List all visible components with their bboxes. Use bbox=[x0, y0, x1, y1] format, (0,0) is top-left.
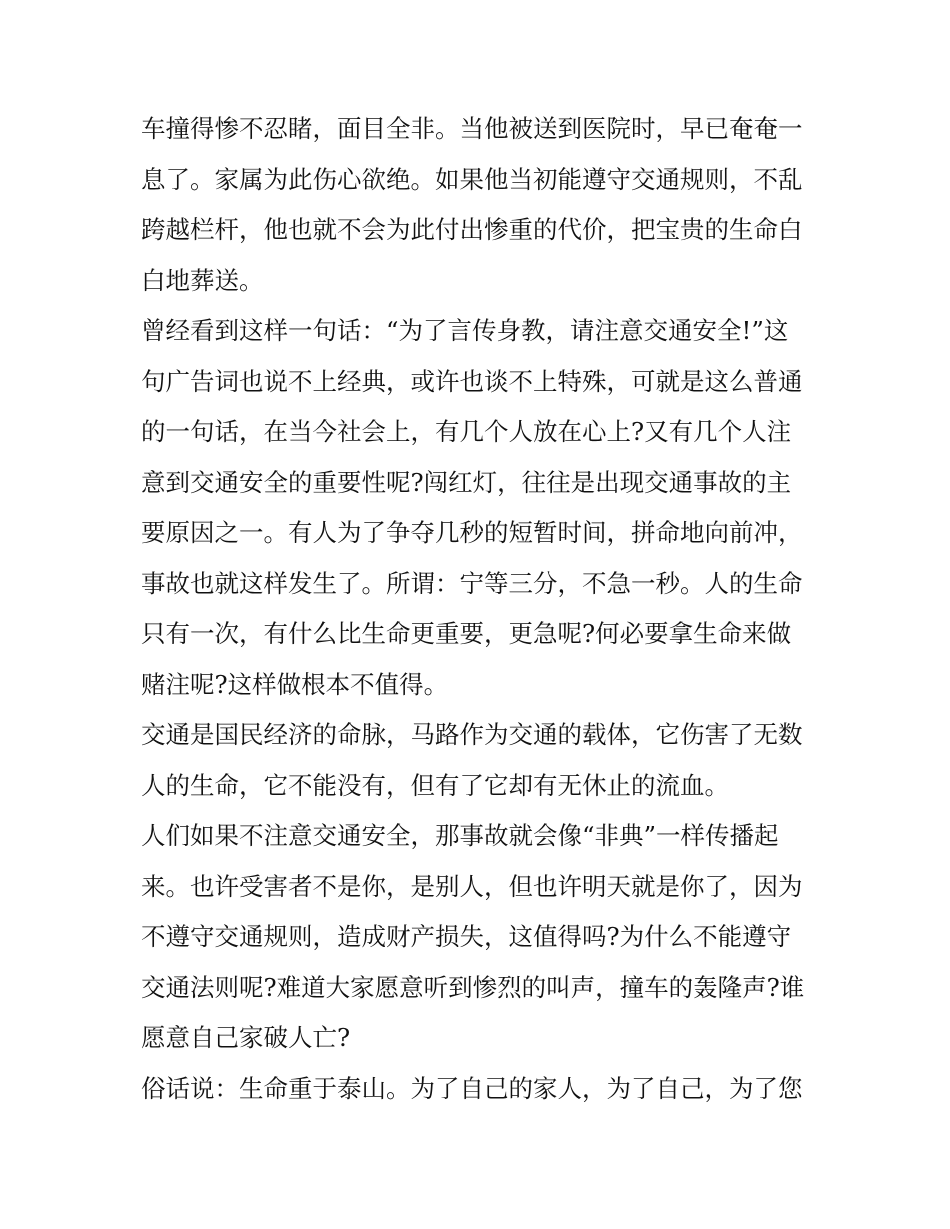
text-line: 来。也许受害者不是你，是别人，但也许明天就是你了，因为 bbox=[141, 871, 803, 901]
text-line: 的一句话，在当今社会上，有几个人放在心上?又有几个人注 bbox=[141, 417, 792, 446]
text-line: 人们如果不注意交通安全，那事故就会像“非典”一样传播起 bbox=[141, 821, 779, 850]
text-line: 交通是国民经济的命脉，马路作为交通的载体，它伤害了无数 bbox=[141, 720, 803, 749]
text-line: 曾经看到这样一句话：“为了言传身教，请注意交通安全!”这 bbox=[141, 316, 789, 345]
text-line: 息了。家属为此伤心欲绝。如果他当初能遵守交通规则，不乱 bbox=[141, 164, 803, 194]
text-line: 意到交通安全的重要性呢?闯红灯，往往是出现交通事故的主 bbox=[141, 467, 792, 497]
text-line: 只有一次，有什么比生命更重要，更急呢?何必要拿生命来做 bbox=[141, 619, 792, 648]
text-line: 交通法则呢?难道大家愿意听到惨烈的叫声，撞车的轰隆声?谁 bbox=[141, 972, 805, 1002]
text-line: 句广告词也说不上经典，或许也谈不上特殊，可就是这么普通 bbox=[141, 366, 803, 396]
text-line: 要原因之一。有人为了争夺几秒的短暂时间，拼命地向前冲， bbox=[141, 518, 803, 547]
text-line: 赌注呢?这样做根本不值得。 bbox=[141, 669, 449, 699]
text-line: 人的生命，它不能没有，但有了它却有无休止的流血。 bbox=[141, 770, 729, 800]
text-line: 事故也就这样发生了。所谓：宁等三分，不急一秒。人的生命 bbox=[141, 568, 803, 598]
text-line: 不遵守交通规则，造成财产损失，这值得吗?为什么不能遵守 bbox=[141, 922, 792, 951]
text-line: 愿意自己家破人亡? bbox=[141, 1023, 351, 1052]
text-line: 跨越栏杆，他也就不会为此付出惨重的代价，把宝贵的生命白 bbox=[141, 215, 803, 244]
text-line: 俗话说：生命重于泰山。为了自己的家人，为了自己，为了您 bbox=[141, 1073, 803, 1103]
text-line: 白地葬送。 bbox=[141, 265, 264, 295]
text-line: 车撞得惨不忍睹，面目全非。当他被送到医院时，早已奄奄一 bbox=[141, 114, 803, 143]
body-text bbox=[141, 104, 821, 1114]
